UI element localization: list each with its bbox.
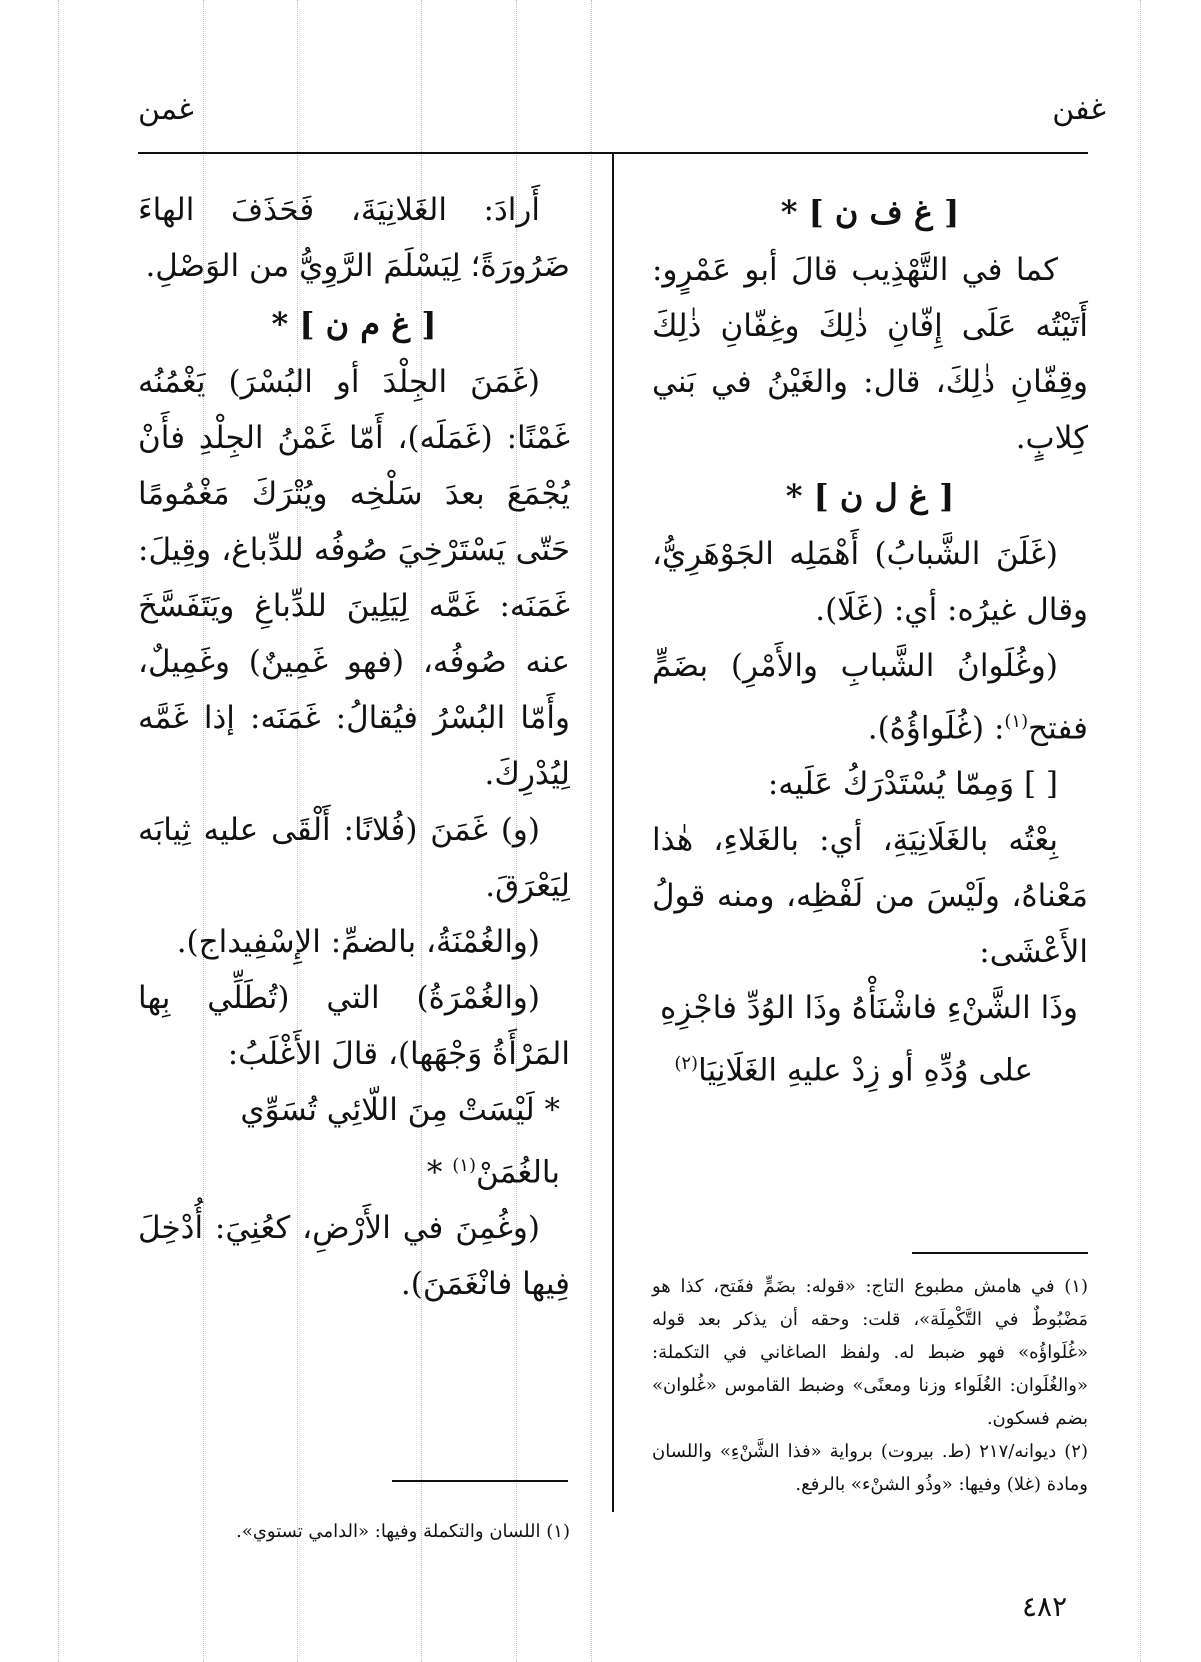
paragraph: (والغُمْرَةُ) التي (تُطَلِّي بِها المَرْأَةُ وَجْهَها)، قالَ الأَغْلَبُ: <box>138 980 570 1072</box>
right-column <box>652 182 1088 1099</box>
paragraph: (و) غَمَنَ (فُلانًا: أَلْقَى عليه ثِيابَه لِيَعْرَقَ. <box>138 812 570 904</box>
paragraph: (والغُمْنَةُ، بالضمِّ: الإِسْفِيداج). <box>176 924 540 960</box>
footnote-ref: (١) <box>452 1155 476 1176</box>
footnote: (٢) ديوانه/٢١٧ (ط. بيروت) برواية «فذا الشَّنْءِ» واللسان ومادة (غلا) وفيها: «وذُو الشنْء» بالرفع. <box>652 1441 1088 1495</box>
paragraph: [ ] وَمِمّا يُسْتَدْرَكُ عَلَيه: <box>767 766 1058 803</box>
running-header-right: غفن <box>1052 92 1106 127</box>
entry-heading: [ غ ف ن ] * <box>780 193 960 231</box>
paragraph: (غَمَنَ الجِلْدَ أو البُسْرَ) يَغْمُنُه غَمْنًا: (غَمَلَه)، أَمّا غَمْنُ الجِلْدِ فأَنْ يُجْمَعَ بعدَ سَلْخِه ويُتْرَكَ مَغْمُومًا حَتّى يَسْتَرْخِيَ صُوفُه للدِّباغ، وقِيلَ: غَمَنَه: غَمَّه لِيَلِينَ للدِّباغِ ويَتَفَسَّخَ عنه صُوفُه، (فهو غَمِينٌ) وغَمِيلٌ، وأَمّا البُسْرُ فيُقالُ: غَمَنَه: إذا غَمَّه لِيُدْرِكَ. <box>138 364 570 792</box>
footnote-rule <box>912 1252 1088 1254</box>
left-column <box>138 182 570 1312</box>
scan-guide-line <box>591 0 592 1662</box>
footnotes-left <box>138 1515 570 1548</box>
paragraph <box>652 638 1088 756</box>
paragraph: أَرادَ: الغَلانِيَةَ، فَحَذَفَ الهاءَ ضَرُورَةً؛ لِيَسْلَمَ الرَّوِيُّ من الوَصْلِ. <box>138 192 570 284</box>
paragraph: كما في التَّهْذِيب قالَ أبو عَمْرٍو: أَتَيْتُه عَلَى إِفّانِ ذٰلِكَ وغِفّانِ ذٰلِكَ وقِفّانِ ذٰلِكَ، قال: والغَيْنُ في بَني كِلابٍ. <box>652 252 1088 456</box>
entry-heading: [ غ م ن ] * <box>271 305 437 343</box>
verse-line: وذَا الشَّنْءِ فاشْنَأْهُ وذَا الوُدِّ فاجْزِهِ <box>660 990 1078 1027</box>
paragraph: بِعْتُه بالغَلَانِيَةِ، أي: بالغَلاءِ، هٰذا مَعْناهُ، ولَيْسَ من لَفْظِه، ومنه قولُ الأَعْشَى: <box>652 822 1088 971</box>
paragraph: (وغُمِنَ في الأَرْضِ، كعُنِيَ: أُدْخِلَ فِيها فانْغَمَنَ). <box>138 1210 570 1303</box>
footnote-ref: (٢) <box>674 1053 699 1075</box>
verse-text: * لَيْسَتْ مِنَ اللّائِي تُسَوِّي بالغُمَنْ <box>240 1092 560 1191</box>
scan-guide-line <box>1140 0 1141 1662</box>
footnote-rule <box>392 1480 568 1482</box>
footnote: (١) اللسان والتكملة وفيها: «الدامي تستوي». <box>236 1521 570 1542</box>
column-divider <box>612 152 614 1512</box>
paragraph-text: : (غُلَواؤُهُ). <box>867 710 1005 747</box>
page-number: ٤٨٢ <box>1022 1590 1068 1623</box>
verse-line <box>652 1036 1088 1098</box>
paragraph: (غَلَنَ الشَّبابُ) أَهْمَلِه الجَوْهَرِيُّ، وقال غيرُه: أي: (غَلَا). <box>652 536 1088 628</box>
verse-ornament: * <box>426 1154 443 1191</box>
footnote-ref: (١) <box>1004 711 1029 732</box>
paragraph-text: (وغُلَوانُ الشَّبابِ والأَمْرِ) بضَمٍّ ففتح <box>652 648 1088 747</box>
footnotes-right <box>652 1270 1088 1501</box>
entry-heading: [ غ ل ن ] * <box>785 477 955 515</box>
verse-text: على وُدِّهِ أو زِدْ عليهِ الغَلَانِيَا <box>698 1052 1033 1089</box>
running-header-left: غمن <box>138 92 194 127</box>
verse-line <box>138 1082 570 1200</box>
scan-guide-line <box>58 0 59 1662</box>
footnote: (١) في هامش مطبوع التاج: «قوله: بضَمٍّ ففَتح، كذا هو مَضْبُوطٌ في التَّكْمِلَة»، قلت: وحقه أن يذكر بعد قوله «غُلَواؤُه» فهو ضبط له. ولفظ الصاغاني في التكملة: «والغُلَوان: الغُلَواء وزنا ومعنًى» وضبط القاموس «غُلوان» بضم فسكون. <box>652 1276 1088 1429</box>
